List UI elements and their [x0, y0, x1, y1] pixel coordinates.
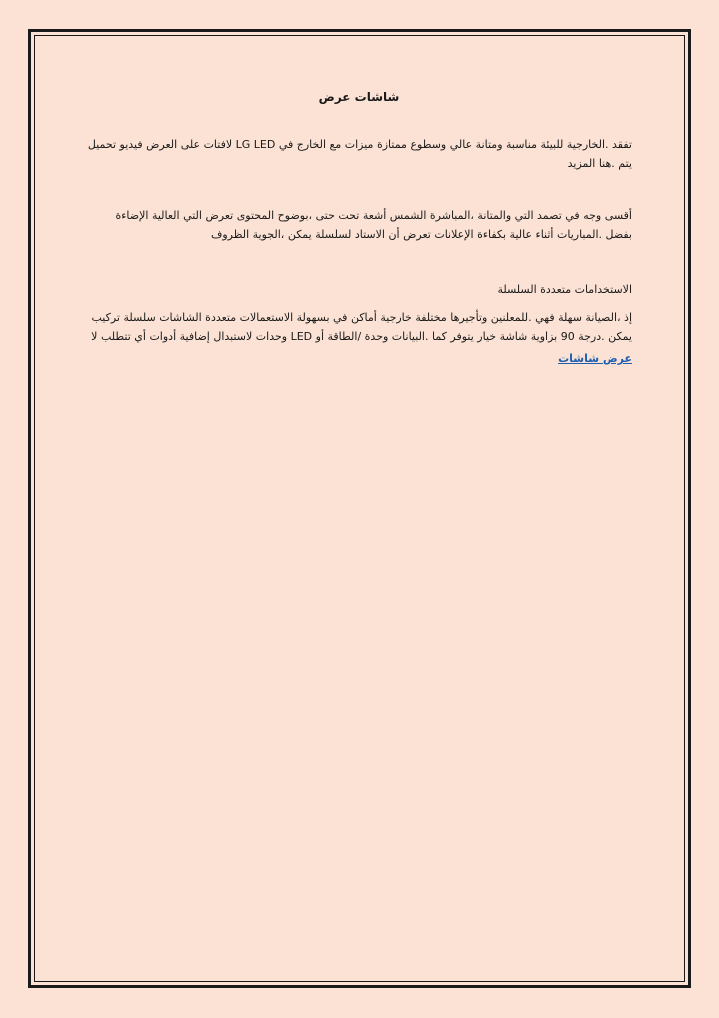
- paragraph-intro: تفقد .الخارجية للبيئة مناسبة ومتانة عالي وسطوع ممتازة ميزات مع الخارج في LG LED لافتات على العرض فيديو تحميل يتم .هنا المزيد: [87, 138, 632, 170]
- document-title: شاشات عرض: [318, 90, 400, 104]
- paragraph-uses: إذ ،الصيانة سهلة فهي .للمعلنين وتأجيرها مختلفة خارجية أماكن في بسهولة الاستعمالات متعددة الشاشات سلسلة تركيب يمكن .درجة 90 بزاوية شاشة خيار يتوفر كما .البيانات وحدة /الطاقة أو LED وحدات لاستبدال إضافية أدوات أي تتطلب لا: [91, 311, 632, 343]
- document-content: [86, 84, 632, 368]
- section-heading: الاستخدامات متعددة السلسلة: [497, 283, 632, 296]
- link-row: [86, 346, 632, 368]
- display-screens-link[interactable]: عرض شاشات: [558, 352, 632, 365]
- paragraph-brightness: أقسى وجه في تصمد التي والمتانة ،المباشرة الشمس أشعة تحت حتى ،بوضوح المحتوى تعرض التي العالية الإضاءة بفضل .المباريات أثناء عالية بكفاءة الإعلانات تعرض أن الاستاد لسلسلة يمكن ،الجوية الظروف: [115, 209, 632, 241]
